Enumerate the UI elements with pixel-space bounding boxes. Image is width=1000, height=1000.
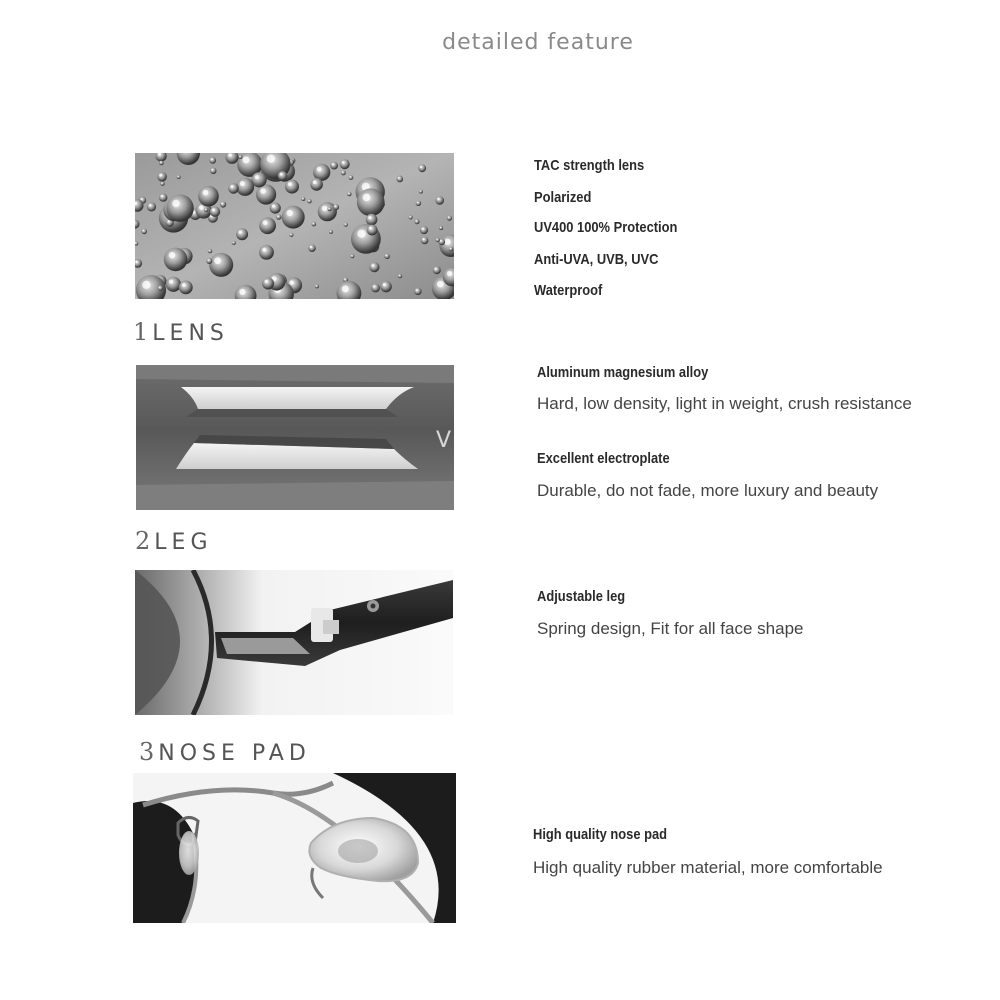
water-drop-highlight xyxy=(169,252,176,259)
water-drop-highlight xyxy=(239,156,240,157)
water-drop-highlight xyxy=(322,206,327,211)
nose-pad-photo xyxy=(133,773,456,923)
water-drop xyxy=(159,161,164,166)
water-drop-highlight xyxy=(169,280,173,284)
water-drop xyxy=(259,245,274,260)
section-title: NOSE PAD xyxy=(158,741,311,766)
lens-feature-waterproof: Waterproof xyxy=(534,282,603,299)
water-drop-highlight xyxy=(422,228,424,230)
water-drop-highlight xyxy=(351,255,352,256)
water-drop xyxy=(270,203,281,214)
water-drop xyxy=(147,202,156,211)
water-drop-highlight xyxy=(313,180,317,184)
water-drop xyxy=(435,196,444,205)
water-drop-highlight xyxy=(242,156,249,163)
water-drop xyxy=(198,186,219,207)
water-drop-highlight xyxy=(368,216,371,219)
water-drop-highlight xyxy=(214,257,221,264)
water-drop-highlight xyxy=(149,204,152,207)
water-drop-highlight xyxy=(135,261,137,263)
water-drop-highlight xyxy=(330,231,331,232)
water-drop-highlight xyxy=(420,166,422,168)
water-drop xyxy=(328,207,332,211)
water-drop-highlight xyxy=(230,185,233,188)
water-drop xyxy=(166,277,181,292)
water-drop xyxy=(276,214,281,219)
water-drop-highlight xyxy=(262,248,266,252)
water-drop xyxy=(259,217,276,234)
lens-water-drops-photo xyxy=(135,153,454,299)
water-drop-highlight xyxy=(159,287,160,288)
water-drop-highlight xyxy=(240,181,245,186)
water-drop xyxy=(239,155,243,159)
water-drop-highlight xyxy=(290,280,294,284)
water-drop xyxy=(232,241,236,245)
water-drop-highlight xyxy=(344,278,345,279)
water-drop-highlight xyxy=(348,193,349,194)
water-drop-highlight xyxy=(334,205,336,207)
water-drop xyxy=(420,226,428,234)
water-drop xyxy=(278,171,288,181)
water-drop-highlight xyxy=(342,161,345,164)
water-drop xyxy=(447,216,452,221)
water-drop-highlight xyxy=(203,190,209,196)
water-drop-highlight xyxy=(416,289,418,291)
water-drop-highlight xyxy=(316,285,317,286)
water-drop-highlight xyxy=(277,215,279,217)
water-drop xyxy=(367,225,378,236)
leg-logo-text: V xyxy=(436,428,452,453)
water-drop-highlight xyxy=(436,239,437,240)
water-drop-highlight xyxy=(332,163,334,165)
water-drop xyxy=(209,253,233,277)
water-drop-highlight xyxy=(135,242,136,243)
water-drop xyxy=(371,284,380,293)
water-drop-highlight xyxy=(168,220,170,222)
water-drop-highlight xyxy=(221,203,223,205)
water-drop-highlight xyxy=(409,216,410,217)
water-drop xyxy=(158,286,163,291)
section-number: 3 xyxy=(139,738,155,766)
water-drop-highlight xyxy=(310,246,312,248)
section-number: 1 xyxy=(133,318,149,346)
water-drop xyxy=(433,266,441,274)
water-drop-highlight xyxy=(372,264,375,267)
water-drop xyxy=(344,223,348,227)
water-drop xyxy=(285,180,299,194)
water-drop-highlight xyxy=(417,202,418,203)
lens-feature-polarized: Polarized xyxy=(534,189,592,206)
water-drop-highlight xyxy=(160,162,161,163)
nose-feature-title: High quality nose pad xyxy=(533,826,668,843)
water-drop xyxy=(179,281,193,295)
water-drop xyxy=(418,164,426,172)
water-drop-highlight xyxy=(422,238,424,240)
water-drop-highlight xyxy=(267,155,275,163)
water-drop xyxy=(177,175,181,179)
water-drop-highlight xyxy=(272,205,275,208)
leg-metal-photo xyxy=(136,365,454,510)
water-drop xyxy=(357,188,385,216)
water-drop xyxy=(414,219,419,224)
water-drop-highlight xyxy=(398,177,400,179)
water-drop-highlight xyxy=(159,174,162,177)
water-drop xyxy=(209,157,216,164)
water-drop xyxy=(220,201,226,207)
water-drop-highlight xyxy=(369,227,372,230)
water-drop-highlight xyxy=(373,285,375,287)
lens-feature-tac: TAC strength lens xyxy=(534,157,645,174)
water-drop-highlight xyxy=(437,281,444,288)
water-drop-highlight xyxy=(263,220,268,225)
water-drop-highlight xyxy=(172,200,180,208)
water-drop xyxy=(159,193,167,201)
leg-feature-desc-electroplate: Durable, do not fade, more luxury and beauty xyxy=(537,481,879,500)
water-drop xyxy=(210,168,216,174)
water-drop xyxy=(369,262,379,272)
water-drop xyxy=(449,247,453,251)
water-drop-highlight xyxy=(161,195,163,197)
water-drop xyxy=(308,244,316,252)
water-drop xyxy=(350,254,354,258)
water-drop xyxy=(436,238,440,242)
water-drop xyxy=(384,254,390,260)
hinge-spring-photo xyxy=(135,570,453,715)
water-drop xyxy=(256,184,276,204)
lens-feature-uv400: UV400 100% Protection xyxy=(534,219,678,236)
water-drop-highlight xyxy=(308,200,309,201)
water-drop xyxy=(301,197,305,201)
water-drop xyxy=(157,172,167,182)
water-drop xyxy=(333,204,339,210)
water-drop-highlight xyxy=(177,176,178,177)
water-drop xyxy=(315,284,319,288)
water-drop-highlight xyxy=(342,285,349,292)
water-drop-highlight xyxy=(209,250,210,251)
water-drop xyxy=(419,190,423,194)
water-drop xyxy=(347,192,352,197)
section-label-lens xyxy=(133,318,229,346)
section-number: 2 xyxy=(135,527,151,555)
water-drop-highlight xyxy=(141,198,143,200)
water-drop-highlight xyxy=(328,208,329,209)
water-drop xyxy=(236,228,248,240)
water-drop xyxy=(397,176,404,183)
water-drop-highlight xyxy=(288,182,292,186)
water-drop xyxy=(210,207,220,217)
water-drop-highlight xyxy=(211,158,213,160)
water-drop-highlight xyxy=(385,255,387,257)
water-drop xyxy=(164,248,188,272)
lens-feature-anti-uv: Anti-UVA, UVB, UVC xyxy=(534,251,659,268)
water-drop-highlight xyxy=(363,194,371,202)
water-drop xyxy=(366,214,378,226)
water-drop xyxy=(236,178,254,196)
water-drop-highlight xyxy=(383,283,386,286)
water-drop xyxy=(409,215,413,219)
water-drop xyxy=(262,278,274,290)
adjust-feature-desc: Spring design, Fit for all face shape xyxy=(537,619,804,638)
water-drop-highlight xyxy=(265,280,268,283)
water-drop-highlight xyxy=(317,167,322,172)
water-drop xyxy=(439,226,443,230)
leg-feature-title-alloy: Aluminum magnesium alloy xyxy=(537,364,709,381)
water-drop-highlight xyxy=(447,271,452,276)
water-drop xyxy=(340,159,350,169)
water-drop-highlight xyxy=(239,230,242,233)
leg-feature-desc-alloy: Hard, low density, light in weight, crush resistance xyxy=(537,394,912,413)
water-drop-highlight xyxy=(143,230,145,232)
water-drop xyxy=(206,258,212,264)
water-drop-highlight xyxy=(450,248,451,249)
water-drop-highlight xyxy=(440,227,441,228)
adjust-feature-title: Adjustable leg xyxy=(537,588,626,605)
water-drop-highlight xyxy=(448,217,449,218)
water-drop-highlight xyxy=(287,210,293,216)
water-drop-highlight xyxy=(212,208,215,211)
water-drop xyxy=(204,208,208,212)
water-drop-highlight xyxy=(142,281,150,289)
water-drop-highlight xyxy=(440,240,442,242)
water-drop xyxy=(380,281,391,292)
water-drop-highlight xyxy=(313,223,314,224)
water-drop xyxy=(141,229,147,235)
section-label-nose-pad xyxy=(139,738,311,766)
water-drop xyxy=(282,206,305,229)
water-drop-highlight xyxy=(239,289,245,295)
water-drop-highlight xyxy=(255,175,259,179)
water-drop-highlight xyxy=(420,190,421,191)
water-drop xyxy=(289,233,293,237)
water-drop-highlight xyxy=(205,209,206,210)
page-title: detailed feature xyxy=(442,30,634,55)
water-drop xyxy=(166,195,193,222)
water-drop xyxy=(349,175,354,180)
nose-feature-desc: High quality rubber material, more comfortable xyxy=(533,858,883,877)
section-title: LEG xyxy=(154,530,213,555)
water-drop-highlight xyxy=(345,223,346,224)
section-title: LENS xyxy=(152,321,229,346)
water-drop-highlight xyxy=(302,198,303,199)
water-drop-highlight xyxy=(416,220,417,221)
water-drop xyxy=(310,178,323,191)
water-drop-highlight xyxy=(182,283,186,287)
water-drop-highlight xyxy=(233,242,234,243)
water-drop-highlight xyxy=(211,169,213,171)
water-drop-highlight xyxy=(290,234,291,235)
water-drop xyxy=(208,249,212,253)
section-label-leg xyxy=(135,527,213,555)
water-drop xyxy=(307,199,311,203)
water-drop-highlight xyxy=(161,182,162,183)
water-drop xyxy=(341,170,346,175)
water-drop xyxy=(330,162,338,170)
water-drop-highlight xyxy=(435,268,437,270)
water-drop-highlight xyxy=(199,205,204,210)
water-drop xyxy=(160,182,164,186)
water-drop-highlight xyxy=(350,176,351,177)
water-drop-highlight xyxy=(437,198,439,200)
water-drop xyxy=(228,183,239,194)
water-drop-highlight xyxy=(444,239,450,245)
water-drop-highlight xyxy=(260,188,266,194)
water-drop xyxy=(398,274,402,278)
water-drop-highlight xyxy=(280,173,283,176)
water-drop xyxy=(421,237,429,245)
water-drop xyxy=(416,201,421,206)
water-drop-highlight xyxy=(342,171,343,172)
water-drop xyxy=(312,222,317,227)
water-drop-highlight xyxy=(357,230,365,238)
water-drop xyxy=(414,288,421,295)
leg-feature-title-electroplate: Excellent electroplate xyxy=(537,450,670,467)
water-drop-highlight xyxy=(228,153,232,157)
water-drop-highlight xyxy=(399,275,400,276)
water-drop-highlight xyxy=(208,259,210,261)
water-drop xyxy=(329,230,333,234)
